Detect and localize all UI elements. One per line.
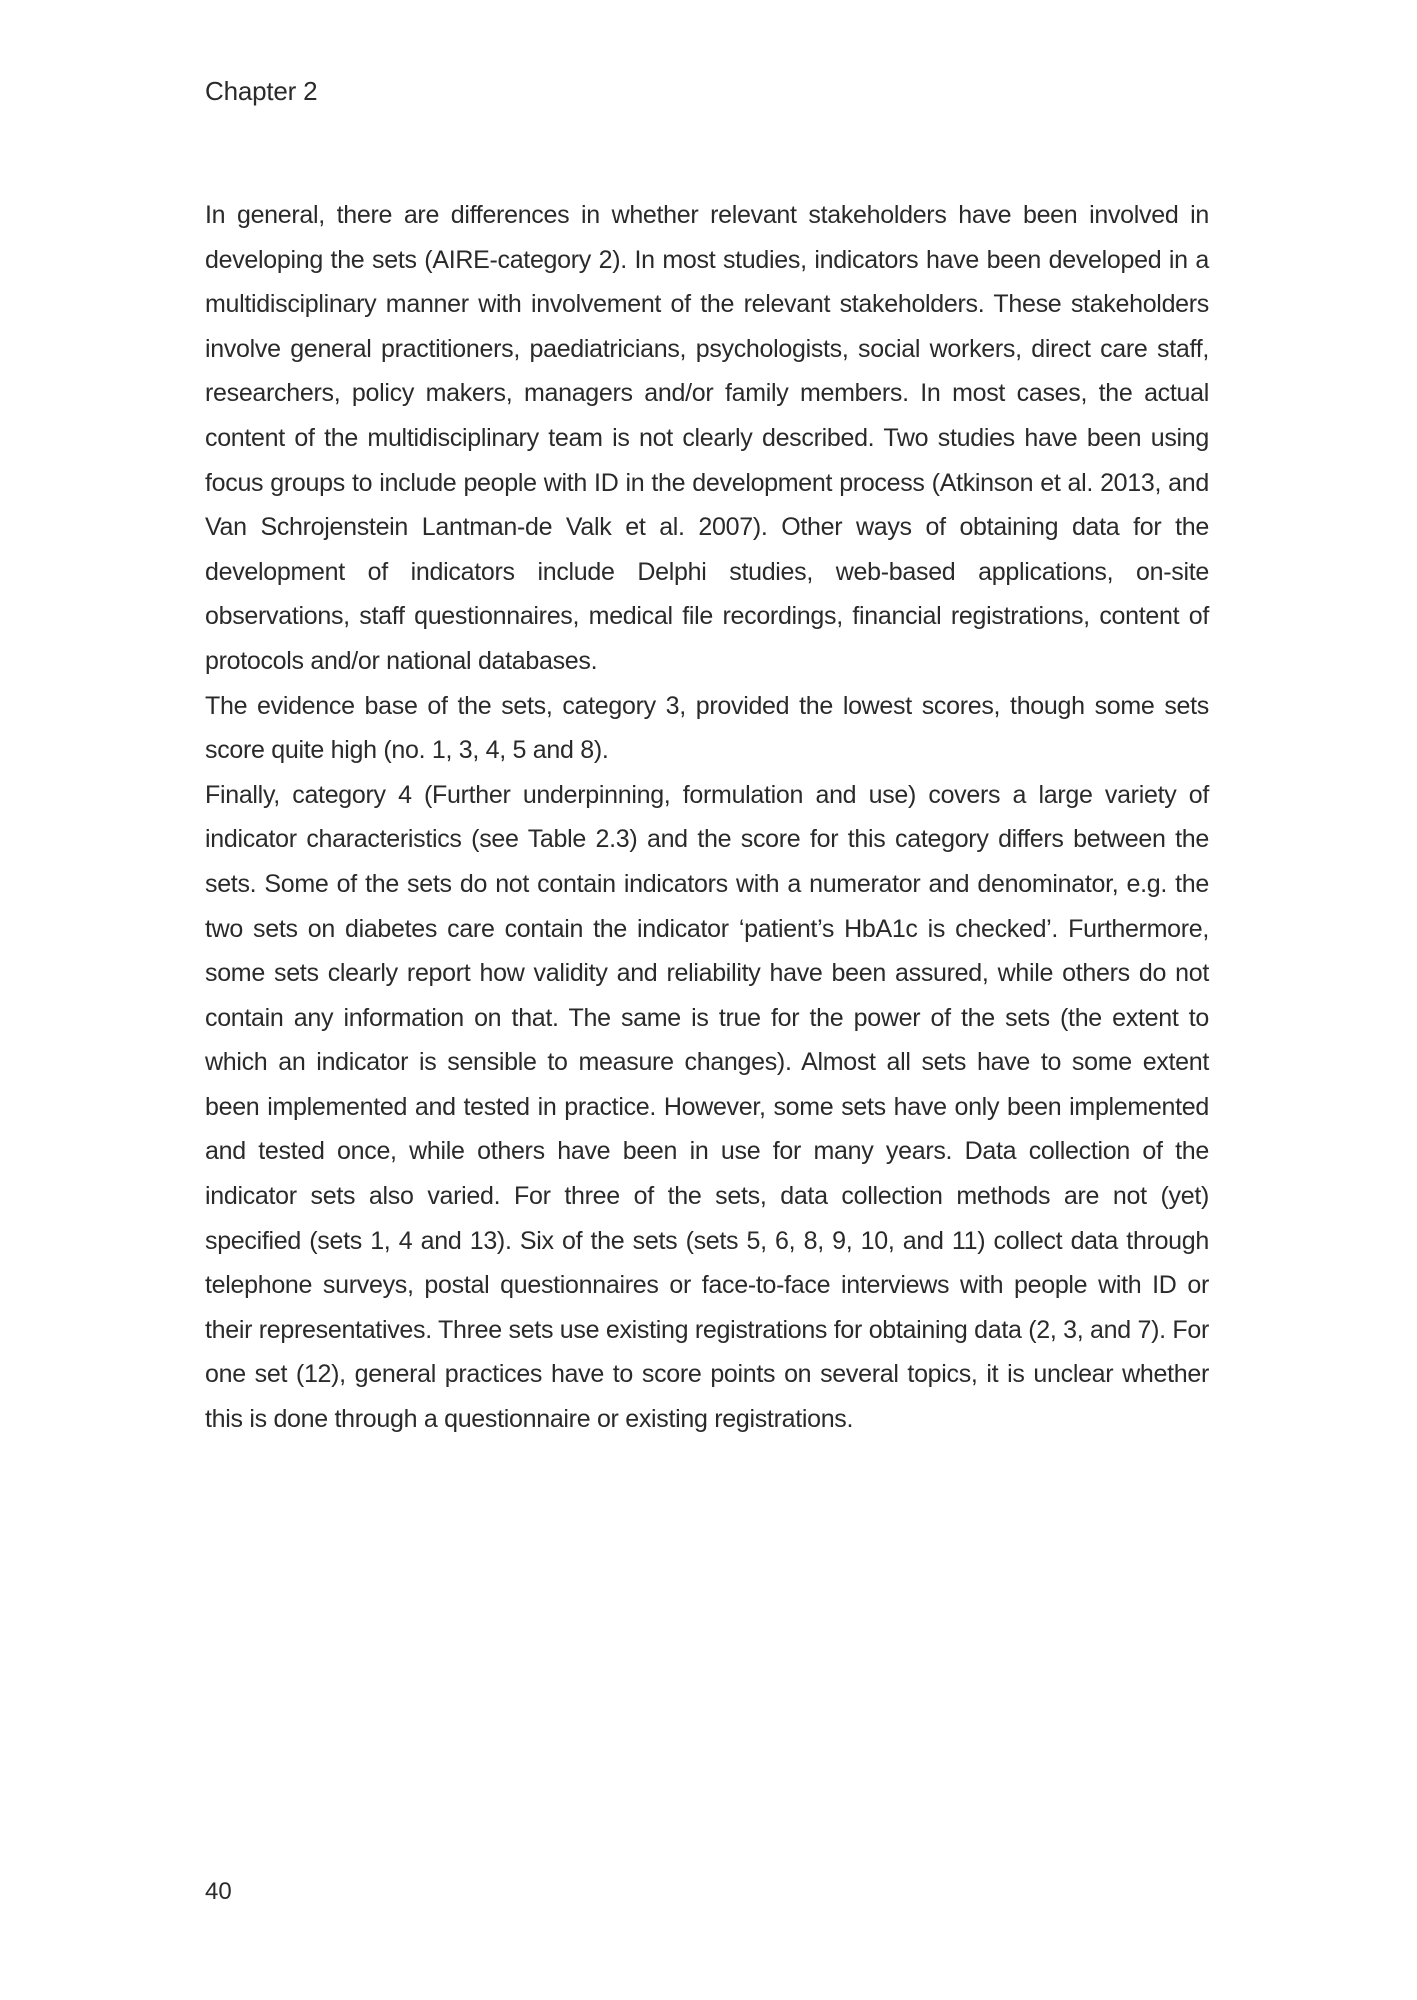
body-paragraph-evidence-base: The evidence base of the sets, category 3, provided the lowest scores, though some sets score quite high (no. 1, 3, 4, 5 and 8). [205,691,1209,765]
body-paragraph-development: In general, there are differences in whether relevant stakeholders have been involved in developing the sets (AIRE-category 2). In most studies, indicators have been developed in a multidisciplinary manner with involvement of the relevant stakeholders. These stakeholders involve general practitioners, paediatricians, psychologists, social workers, direct care staff, researchers, policy makers, managers and/or family members. In most cases, the actual content of the multidisciplinary team is not clearly described. Two studies have been using focus groups to include people with ID in the development process (Atkinson et al. 2013, and Van Schrojenstein Lantman-de Valk et al. 2007). Other ways of obtaining data for the development of indicators include Delphi studies, web-based applications, on-site observations, staff questionnaires, medical file recordings, financial registrations, content of protocols and/or national databases. [205,201,1209,675]
body-text-block [205,193,1209,1442]
chapter-header: Chapter 2 [205,76,318,106]
page-number: 40 [205,1878,232,1905]
body-paragraph-further-underpinning: Finally, category 4 (Further underpinning, formulation and use) covers a large variety of indicator characteristics (see Table 2.3) and the score for this category differs between the sets. Some of the sets do not contain indicators with a numerator and denominator, e.g. the two sets on diabetes care contain the indicator ‘patient’s HbA1c is checked’. Furthermore, some sets clearly report how validity and reliability have been assured, while others do not contain any information on that. The same is true for the power of the sets (the extent to which an indicator is sensible to measure changes). Almost all sets have to some extent been implemented and tested in practice. However, some sets have only been implemented and tested once, while others have been in use for many years. Data collection of the indicator sets also varied. For three of the sets, data collection methods are not (yet) specified (sets 1, 4 and 13). Six of the sets (sets 5, 6, 8, 9, 10, and 11) collect data through telephone surveys, postal questionnaires or face-to-face interviews with people with ID or their representatives. Three sets use existing registrations for obtaining data (2, 3, and 7). For one set (12), general practices have to score points on several topics, it is unclear whether this is done through a questionnaire or existing registrations. [205,780,1210,1434]
